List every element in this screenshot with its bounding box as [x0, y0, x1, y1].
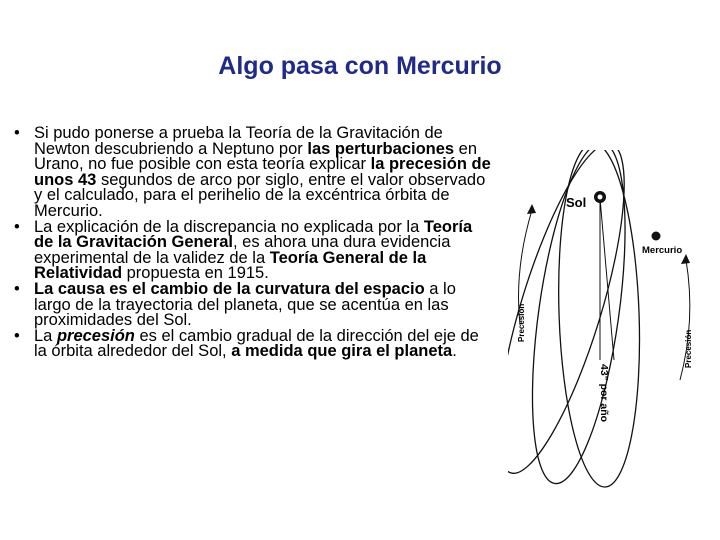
bullet-text-segment: la precesión de unos 43: [34, 155, 491, 189]
arrowhead-right: [681, 254, 690, 264]
mercury-precession-diagram: [508, 150, 713, 490]
bullet-text-segment: Si pudo ponerse a prueba la Teoría de la Gravitación de Newton descubriendo a Neptuno por: [34, 124, 443, 158]
bullet-text-segment: precesión: [56, 326, 135, 345]
bullet-text-segment: Teoría General de la Relatividad: [34, 248, 427, 283]
bullet-text-segment: La explicación de la discrepancia no explicada por la: [34, 217, 424, 236]
axis-line-2: [600, 198, 614, 360]
mercury-marker: [652, 232, 661, 241]
bullet-item: [14, 126, 492, 220]
bullet-text-segment: Teoría de la Gravitación General: [34, 217, 473, 252]
bullet-marker: •: [14, 279, 20, 298]
bullet-text-segment: las perturbaciones: [307, 139, 455, 158]
precession-label-right: Precesión: [684, 329, 693, 368]
bullet-marker: •: [14, 326, 20, 345]
bullet-text-segment: es el cambio gradual de la dirección del eje de la órbita alrededor del Sol,: [34, 326, 479, 361]
slide-title: Algo pasa con Mercurio: [218, 52, 502, 80]
bullet-item: [14, 279, 492, 330]
mercury-label: Mercurio: [642, 245, 683, 256]
bullet-text-segment: .: [452, 342, 457, 361]
bullet-text-segment: propuesta en 1915.: [122, 264, 269, 283]
bullet-item: [14, 217, 492, 283]
bullet-text-segment: a lo largo de la trayectoria del planeta, que se acentúa en las proximidades del Sol.: [34, 279, 456, 330]
bullet-text-segment: en Urano, no fue posible con esta teoría explicar: [34, 139, 478, 174]
precession-rate-label: 43" por año: [598, 364, 610, 423]
sun-label: Sol: [566, 195, 587, 210]
arrowhead-left: [527, 204, 536, 214]
bullet-marker: •: [14, 217, 20, 236]
bullet-text-segment: La causa es el cambio de la curvatura del espacio: [34, 279, 425, 298]
bullet-item: [14, 326, 492, 361]
bullet-marker: •: [14, 124, 20, 142]
precession-label-left: Precesión: [517, 303, 526, 342]
bullet-text-segment: segundos de arco por siglo, entre el valor observado y el calculado, para el perihelio de la excéntrica órbita de Mercurio.: [34, 170, 486, 220]
bullet-text-segment: La: [34, 326, 57, 345]
sun-center: [598, 195, 603, 200]
bullet-text-segment: , es ahora una dura evidencia experimental de la validez de la: [34, 233, 451, 267]
bullet-text-segment: a medida que gira el planeta: [231, 342, 453, 361]
bullet-list: [14, 126, 492, 360]
